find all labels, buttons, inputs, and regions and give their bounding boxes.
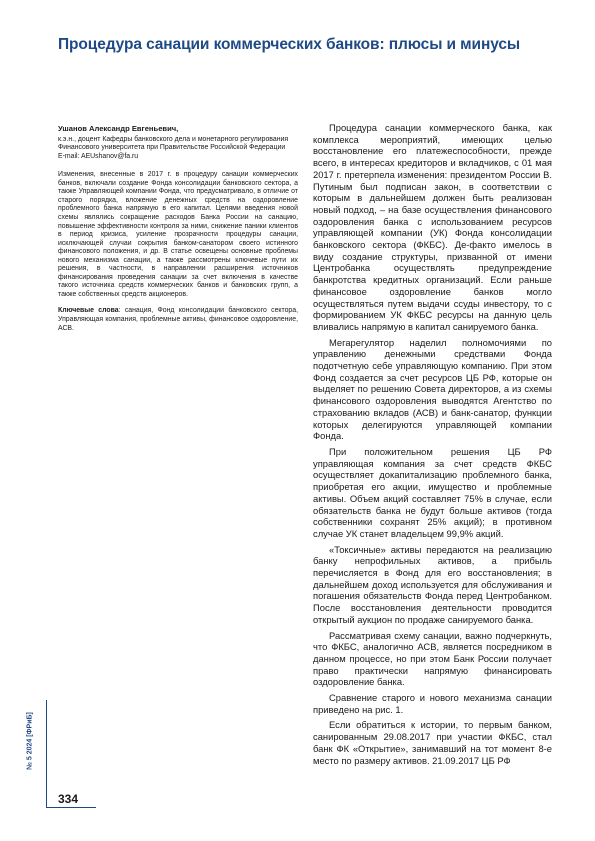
body-paragraph: Если обратиться к истории, то первым банком, санированным 29.08.2017 при участии ФКБС, стал банк ФК «Открытие», занимавший на тот момент 8-е место по размеру активов. 21.09.2017 ЦБ РФ xyxy=(313,719,552,766)
keywords-label: Ключевые слова xyxy=(58,307,119,315)
body-paragraph: Сравнение старого и нового механизма санации приведено на рис. 1. xyxy=(313,692,552,715)
article-title: Процедура санации коммерческих банков: плюсы и минусы xyxy=(58,36,521,53)
footer-horizontal-rule xyxy=(46,807,96,808)
body-paragraph: Рассматривая схему санации, важно подчеркнуть, что ФКБС, аналогично АСВ, является посредником в данном процессе, но при этом Банк России получает право практически напрямую финансировать оздоровление банка. xyxy=(313,629,552,688)
author-affiliation: к.э.н., доцент Кафедры банковского дела и монетарного регулирования Финансового университета при Правительстве Российской Федерации xyxy=(58,136,289,152)
author-email[interactable]: E-mail: AEUshanov@fa.ru xyxy=(58,152,139,160)
author-name: Ушанов Александр Евгеньевич, xyxy=(58,124,179,133)
page-number: 334 xyxy=(58,792,79,806)
issue-text: № 5 2024 [ФРиБ] xyxy=(26,712,34,770)
body-paragraph: Процедура санации коммерческого банка, как комплекса мероприятий, имеющих целью восстановление его платежеспособности, прежде всего, в интересах кредиторов и вкладчиков, с 01 мая 2017 г. претерпела изменения: президентом России В. Путиным был подписан закон, в соответствии с которым в дальнейшем должен быть реализован новый подход, – на базе осуществления финансового оздоровления банка с использованием ресурсов управляющей компании (УК) Фонда консолидации банковского сектора (ФКБС). Де-факто имелось в виду создание структуры, призванной от имени Центробанка осуществлять предупреждение банкротства кредитных организаций. Если раньше финансовое оздоровление банков могло осуществляться путем выдачи ссуды инвестору, то с формированием УК ФКБС ресурсы на данную цель вливались напрямую в капитал санируемого банка. xyxy=(313,122,552,332)
footer-vertical-rule xyxy=(46,700,47,807)
issue-label xyxy=(24,700,36,782)
body-paragraph: «Токсичные» активы передаются на реализацию банку непрофильных активов, а прибыль перечисляется в Фонд для его восстановления; в дальнейшем доход используется для обслуживания и погашения обязательств Фонда перед Центробанком. После восстановления деятельности проводится открытый аукцион по продаже санируемого банка. xyxy=(313,543,552,625)
author-abstract-column xyxy=(58,124,298,333)
body-column xyxy=(313,122,552,770)
abstract: Изменения, внесенные в 2017 г. в процедуру санации коммерческих банков, включали создание Фонда консолидации банковского сектора, а также Управляющей компании Фонда, что предусматривало, в отличие от старого порядка, вложение денежных средств на оздоровление проблемного банка напрямую в его капитал. Целями введения новой схемы являлись сокращение расходов Банка России на санацию, повышение эффективности контроля за ними, снижение паники клиентов в период кризиса, усиление прозрачности процедуры санации, исключающей случаи сокрытия банком-санатором своего истинного финансового положения, и др. В статье освещены основные проблемы нового механизма санации, а также рассмотрены ключевые пути их решения, в частности, в направлении расширения источников финансирования проведения санации за счет включения в качестве такого источника средств коммерческих банков и банковских групп, а также собственных средств акционеров. xyxy=(58,171,298,298)
keywords xyxy=(58,307,298,333)
body-paragraph: При положительном решения ЦБ РФ управляющая компания за счет средств ФКБС осуществляет докапитализацию проблемного банка, приобретая его акции, имущество и проблемные активы. Объем акций составляет 75% в случае, если обязательств банка не будут больше активов (тогда собственники сохранят 25% акций); в противном случае УК станет владельцем 99,9% акций. xyxy=(313,445,552,539)
keywords-text: : санация, Фонд консолидации банковского сектора, Управляющая компания, проблемные активы, финансовое оздоровление, АСВ. xyxy=(58,307,298,332)
body-paragraph: Мегарегулятор наделил полномочиями по управлению денежными средствами Фонда подотчетную себе управляющую компанию. При этом Фонд создается за счет ресурсов ЦБ РФ, которые он выделяет по решению Совета директоров, а из схемы финансового оздоровления выводятся Агентство по страхованию вкладов (АСВ) и банк-санатор, функции которых делегируются управляющей компании Фонда. xyxy=(313,336,552,442)
